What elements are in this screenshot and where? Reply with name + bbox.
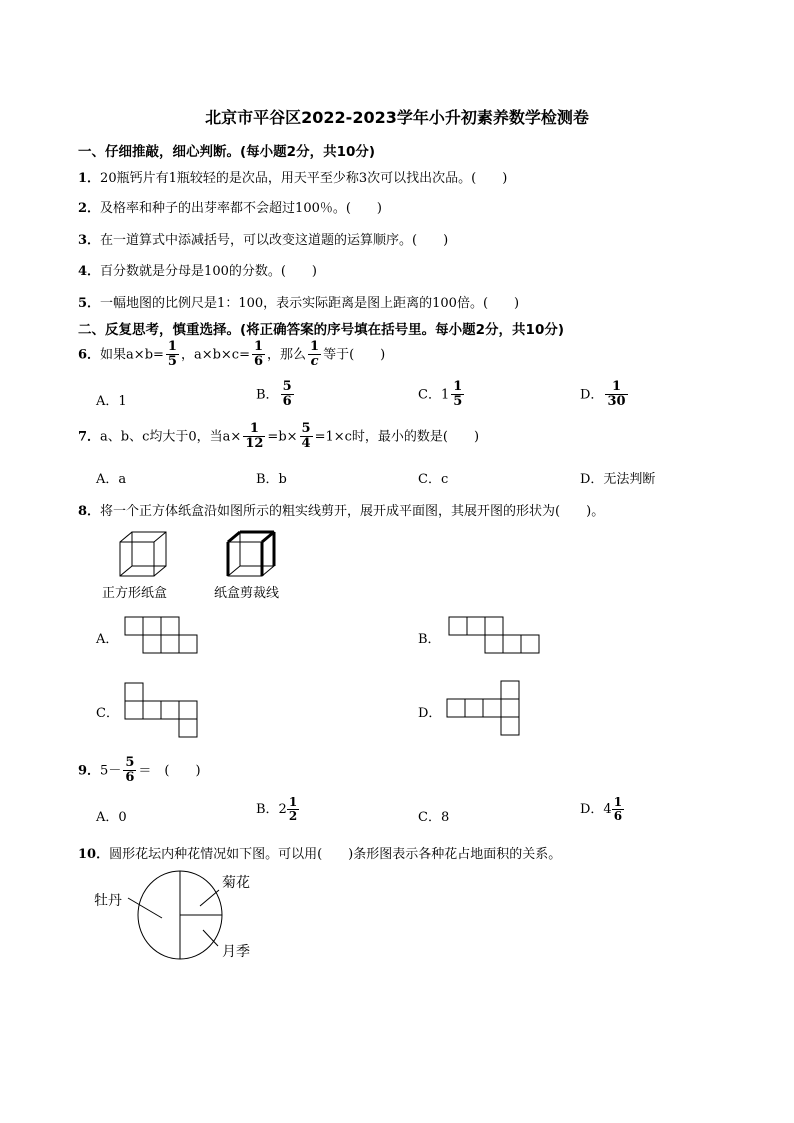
option-d: D．无法判断 bbox=[580, 472, 656, 487]
question-number: 10． bbox=[78, 847, 110, 862]
question-5 bbox=[78, 292, 519, 311]
question-7 bbox=[78, 422, 479, 452]
fraction: $\frac{5}{6}$ bbox=[125, 755, 135, 786]
question-text: 及格率和种子的出芽率都不会超过100％。( ) bbox=[100, 201, 383, 216]
option-b: B．2 $\frac{1}{2}$ bbox=[256, 795, 298, 824]
option-a: A．1 bbox=[96, 394, 127, 409]
question-text: 5－ bbox=[100, 763, 122, 779]
option-b: B．b bbox=[256, 472, 287, 487]
net-b bbox=[448, 616, 544, 656]
option-c: C．1 $\frac{1}{5}$ bbox=[418, 379, 463, 410]
question-number: 9． bbox=[78, 763, 101, 779]
option-d: D．4 $\frac{1}{6}$ bbox=[580, 795, 623, 824]
question-8 bbox=[78, 500, 604, 519]
cube-figure bbox=[118, 530, 170, 580]
option-c: C．c bbox=[418, 472, 449, 487]
question-text: 圆形花坛内种花情况如下图。可以用( )条形图表示各种花占地面积的关系。 bbox=[109, 847, 562, 862]
question-text: =1×c时，最小的数是( ) bbox=[314, 429, 480, 445]
option-d: D． bbox=[418, 706, 442, 721]
question-3 bbox=[78, 229, 448, 248]
option-b: B． $\frac{5}{6}$ bbox=[256, 379, 292, 410]
option-a: A．a bbox=[96, 472, 127, 487]
net-d bbox=[446, 680, 526, 740]
question-text: a、b、c均大于0，当a× bbox=[100, 429, 242, 445]
question-number: 7． bbox=[78, 429, 101, 445]
page-title: 北京市平谷区2022-2023学年小升初素养数学检测卷 bbox=[205, 108, 589, 127]
question-text: =b× bbox=[267, 429, 298, 445]
question-2 bbox=[78, 197, 382, 216]
question-9 bbox=[78, 756, 201, 786]
option-c: C．8 bbox=[418, 810, 450, 825]
question-text: 一幅地图的比例尺是1：100，表示实际距离是图上距离的100倍。( ) bbox=[100, 296, 520, 311]
fraction: $\frac{1}{c}$ bbox=[310, 339, 320, 370]
question-10 bbox=[78, 843, 561, 862]
caption-cube: 正方形纸盒 bbox=[102, 586, 168, 601]
question-text: ，a×b×c= bbox=[180, 347, 250, 363]
fraction: $\frac{1}{6}$ bbox=[253, 339, 264, 370]
net-c bbox=[124, 682, 204, 740]
label-chrysanthemum: 菊花 bbox=[222, 875, 250, 891]
question-text: 在一道算式中添减括号，可以改变这道题的运算顺序。( ) bbox=[100, 233, 449, 248]
section2-heading: 二、反复思考，慎重选择。(将正确答案的序号填在括号里。每小题2分，共10分) bbox=[78, 322, 565, 338]
label-peony: 牡丹 bbox=[94, 893, 122, 909]
question-text: ，那么 bbox=[267, 347, 307, 363]
option-a: A． bbox=[96, 632, 119, 647]
question-1 bbox=[78, 167, 507, 186]
question-text: 等于( ) bbox=[323, 347, 386, 363]
question-4 bbox=[78, 260, 317, 279]
fraction: $\frac{1}{5}$ bbox=[167, 339, 177, 370]
question-text: 将一个正方体纸盒沿如图所示的粗实线剪开，展开成平面图，其展开图的形状为( )。 bbox=[100, 504, 605, 519]
question-text: ＝ ( ) bbox=[138, 763, 201, 779]
net-a bbox=[124, 616, 200, 656]
fraction: $\frac{1}{12}$ bbox=[245, 421, 264, 452]
option-a: A．0 bbox=[96, 810, 127, 825]
option-c: C． bbox=[96, 706, 119, 721]
caption-cut-lines: 纸盒剪裁线 bbox=[214, 586, 280, 601]
section1-heading: 一、仔细推敲，细心判断。(每小题2分，共10分) bbox=[78, 144, 376, 160]
fraction: $\frac{5}{4}$ bbox=[301, 421, 311, 452]
question-number: 1． bbox=[78, 171, 101, 186]
question-number: 2． bbox=[78, 201, 101, 216]
question-number: 5． bbox=[78, 296, 101, 311]
label-rose: 月季 bbox=[222, 944, 250, 960]
question-6 bbox=[78, 340, 385, 370]
question-text: 如果a×b= bbox=[100, 347, 164, 363]
question-text: 百分数就是分母是100的分数。( ) bbox=[100, 264, 318, 279]
question-number: 6． bbox=[78, 347, 101, 363]
option-b: B． bbox=[418, 632, 441, 647]
question-text: 20瓶钙片有1瓶较轻的是次品，用天平至少称3次可以找出次品。( ) bbox=[100, 171, 508, 186]
cube-cut-figure bbox=[226, 530, 278, 580]
question-number: 4． bbox=[78, 264, 101, 279]
question-number: 8． bbox=[78, 504, 101, 519]
option-d: D． $\frac{1}{30}$ bbox=[580, 379, 626, 410]
question-number: 3． bbox=[78, 233, 101, 248]
